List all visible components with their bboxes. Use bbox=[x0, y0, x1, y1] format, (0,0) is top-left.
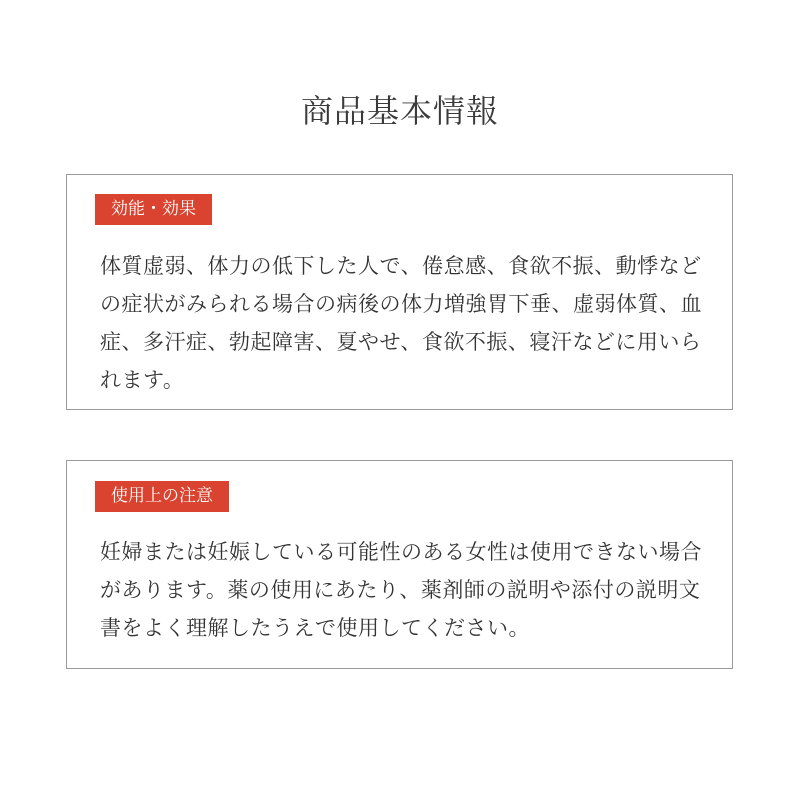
efficacy-badge: 効能・効果 bbox=[95, 194, 212, 225]
usage-caution-section bbox=[66, 460, 733, 669]
usage-caution-badge: 使用上の注意 bbox=[95, 481, 229, 512]
efficacy-section bbox=[66, 174, 733, 410]
usage-caution-text: 妊婦または妊娠している可能性のある女性は使用できない場合があります。薬の使用にあたり、薬剤師の説明や添付の説明文書をよく理解したうえで使用してください。 bbox=[100, 540, 702, 640]
efficacy-text: 体質虚弱、体力の低下した人で、倦怠感、食欲不振、動悸などの症状がみられる場合の病後の体力増強胃下垂、虚弱体質、血症、多汗症、勃起障害、夏やせ、食欲不振、寝汗などに用いられます。 bbox=[100, 254, 702, 392]
page-title: 商品基本情報 bbox=[300, 92, 499, 130]
